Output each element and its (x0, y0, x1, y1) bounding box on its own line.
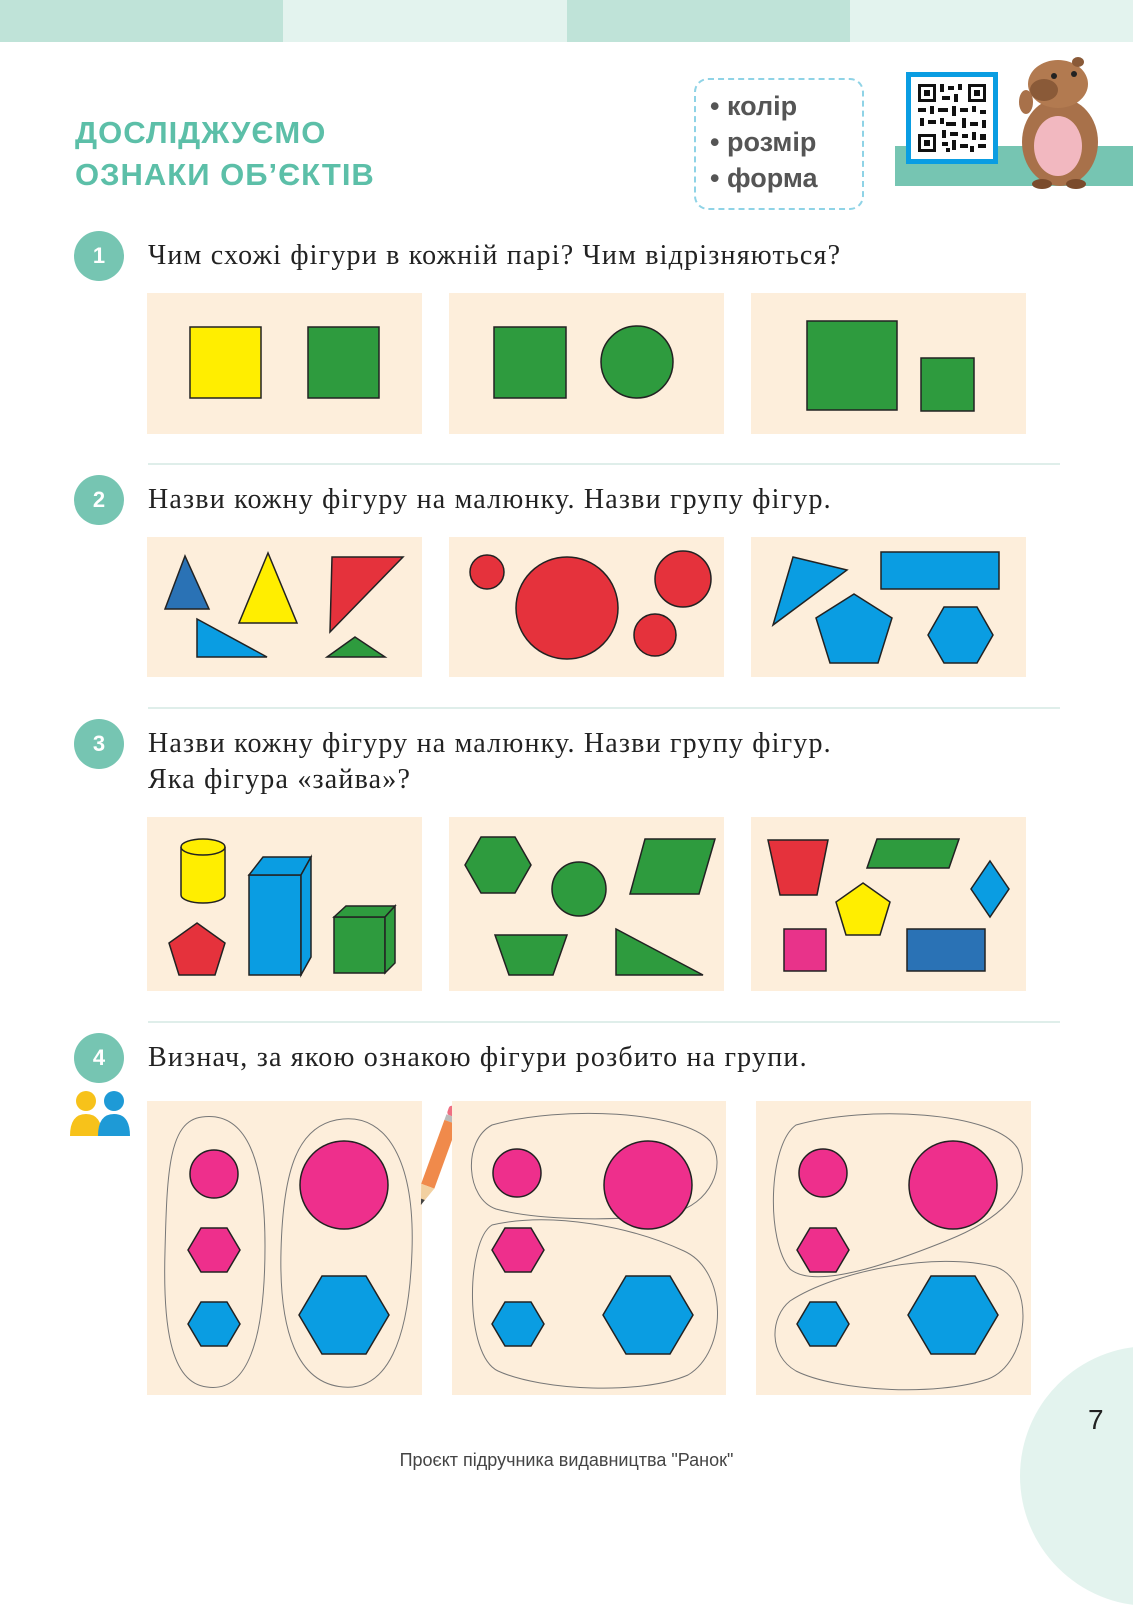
task-3-panel-3 (751, 817, 1026, 991)
task-4-panel-2 (452, 1101, 726, 1395)
large-pink-circle (300, 1141, 388, 1229)
top-band-2 (283, 0, 567, 42)
task-3-panel-2 (449, 817, 724, 991)
small-pink-hexagon (797, 1228, 849, 1272)
blue-pentagon (816, 594, 892, 663)
task-2-panel-1 (147, 537, 422, 677)
keywords-box (694, 78, 864, 210)
task-1-text: Чим схожі фігури в кожній парі? Чим відрізняються? (148, 240, 842, 271)
red-triangle (330, 557, 403, 632)
task-3-text-line-2: Яка фігура «зайва»? (148, 764, 412, 795)
large-blue-hexagon (603, 1276, 693, 1354)
large-pink-circle (909, 1141, 997, 1229)
task-4-text: Визнач, за якою ознакою фігури розбито на групи. (148, 1042, 808, 1073)
blue-rhombus (971, 861, 1009, 917)
green-triangle (616, 929, 703, 975)
small-green-square (921, 358, 974, 411)
small-pink-circle (799, 1149, 847, 1197)
red-trapezoid (768, 840, 828, 895)
green-trapezoid (495, 935, 567, 975)
capybara-mascot-icon (1010, 50, 1110, 190)
task-4-number: 4 (74, 1033, 124, 1083)
red-circle (634, 614, 676, 656)
task-3-panel-1 (147, 817, 422, 991)
large-blue-hexagon (299, 1276, 389, 1354)
top-band-3 (567, 0, 850, 42)
yellow-cylinder (181, 839, 225, 903)
red-pentagon (169, 923, 225, 975)
magenta-square (784, 929, 826, 971)
small-pink-hexagon (492, 1228, 544, 1272)
green-triangle (327, 637, 385, 657)
green-circle (601, 326, 673, 398)
green-square (308, 327, 379, 398)
small-blue-hexagon (188, 1302, 240, 1346)
small-pink-circle (493, 1149, 541, 1197)
task-4-panel-3 (756, 1101, 1031, 1395)
dark-blue-triangle (165, 556, 209, 609)
pair-work-icon (68, 1088, 132, 1138)
green-hexagon (465, 837, 531, 893)
top-band-1 (0, 0, 283, 42)
green-parallelogram (630, 839, 715, 894)
page-number: 7 (1088, 1404, 1104, 1435)
large-blue-hexagon (908, 1276, 998, 1354)
large-pink-circle (604, 1141, 692, 1229)
task-2-number: 2 (74, 475, 124, 525)
red-circle (655, 551, 711, 607)
small-blue-hexagon (797, 1302, 849, 1346)
task-3-text (148, 726, 832, 798)
large-red-circle (516, 557, 618, 659)
yellow-pentagon (836, 883, 890, 935)
green-parallelogram (867, 839, 959, 868)
green-cube (334, 906, 395, 973)
task-1-panel-1 (147, 293, 422, 434)
small-blue-hexagon (492, 1302, 544, 1346)
top-band-4 (850, 0, 1133, 42)
title-line-1: ДОСЛІДЖУЄМО (75, 115, 327, 150)
yellow-square (190, 327, 261, 398)
task-2-panel-3 (751, 537, 1026, 677)
blue-triangle (197, 619, 267, 657)
dark-blue-rectangle (907, 929, 985, 971)
task-3-number: 3 (74, 719, 124, 769)
small-pink-hexagon (188, 1228, 240, 1272)
green-square (494, 327, 566, 398)
blue-rectangle (881, 552, 999, 589)
task-4-panel-1 (147, 1101, 422, 1395)
qr-code-icon[interactable] (906, 72, 998, 164)
task-1-panel-3 (751, 293, 1026, 434)
blue-rectangular-prism (249, 857, 311, 975)
keyword-size: • розмір (710, 124, 862, 160)
keyword-shape: • форма (710, 160, 862, 196)
green-circle (552, 862, 606, 916)
task-3-text-line-1: Назви кожну фігуру на малюнку. Назви групу фігур. (148, 728, 832, 759)
large-green-square (807, 321, 897, 410)
task-1-panel-2 (449, 293, 724, 434)
title-line-2: ОЗНАКИ ОБ’ЄКТІВ (75, 157, 375, 192)
separator-2 (148, 707, 1060, 709)
keyword-color: • колір (710, 88, 862, 124)
footer-text: Проєкт підручника видавництва "Ранок" (399, 1450, 734, 1470)
task-2-panel-2 (449, 537, 724, 677)
blue-hexagon (928, 607, 993, 663)
task-2-text: Назви кожну фігуру на малюнку. Назви групу фігур. (148, 484, 832, 515)
task-1-number: 1 (74, 231, 124, 281)
separator-1 (148, 463, 1060, 465)
page-corner (1020, 1346, 1133, 1606)
small-red-circle (470, 555, 504, 589)
page-title (75, 112, 375, 196)
yellow-triangle (239, 553, 297, 623)
small-pink-circle (190, 1150, 238, 1198)
separator-3 (148, 1021, 1060, 1023)
